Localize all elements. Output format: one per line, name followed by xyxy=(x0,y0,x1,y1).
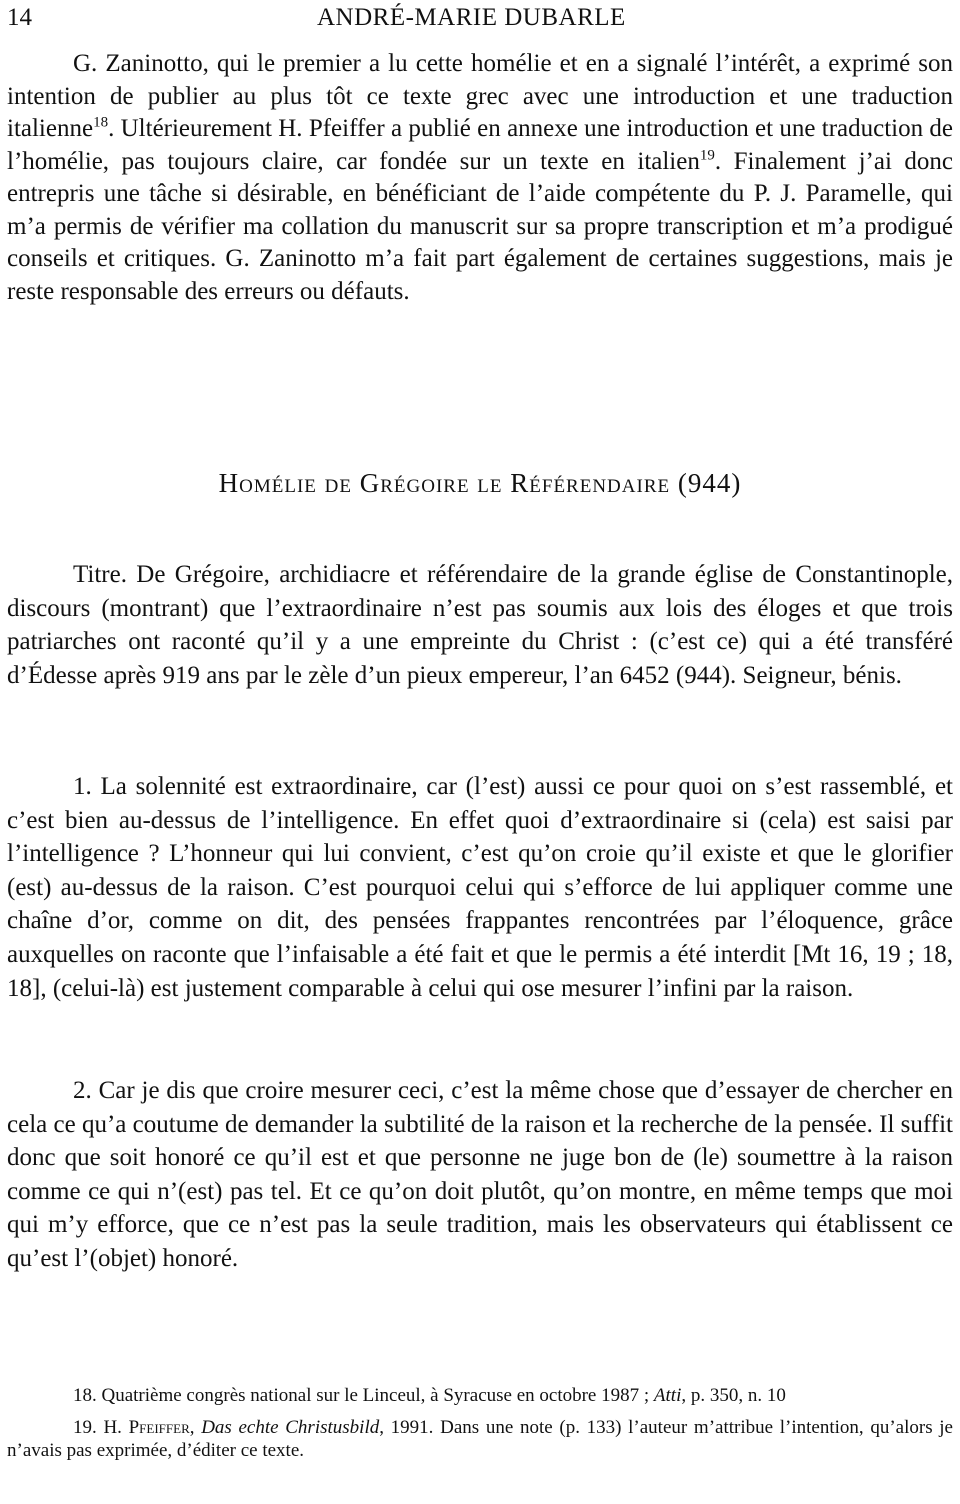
running-title: ANDRÉ-MARIE DUBARLE xyxy=(317,4,626,31)
footnote-18-title: Atti xyxy=(653,1385,682,1406)
footnote-18-text: 18. Quatrième congrès national sur le Linceul, à Syracuse en octobre 1987 ; xyxy=(73,1385,654,1406)
footnote-ref-18: 18 xyxy=(93,114,109,131)
footnote-19-sep: , xyxy=(189,1416,202,1438)
footnote-18-end: , p. 350, n. 10 xyxy=(681,1385,786,1406)
titre-paragraph: Titre. De Grégoire, archidiacre et référendaire de la grande église de Constantinople, discours (montrant) que l’extraordinaire n’est pas soumis aux lois des éloges et que trois patriarches ont raconté qu’il y a une empreinte du Christ : (c’est ce) qui a été transféré d’Édesse après 919 ans par le zèle d’un pieux empereur, l’an 6452 (944). Seigneur, bénis. xyxy=(7,561,953,689)
titre-paragraph-block xyxy=(7,558,953,692)
paragraph-2: 2. Car je dis que croire mesurer ceci, c’est la même chose que d’essayer de chercher en cela ce qu’a coutume de demander la subtilité de la raison et la recherche de la pensée. Il suffit donc que soit honoré ce qu’il est et que personne ne juge bon de (le) soumettre à la raison comme ce qui n’(est) pas tel. Et ce qu’on doit plutôt, qu’on montre, en même temps que moi qui m’y efforce, que ce n’est pas la seule tradition, mais les observateurs qui établissent ce qu’est l’(objet) honoré. xyxy=(7,1077,953,1272)
footnote-19 xyxy=(7,1416,953,1463)
intro-text-2: . Ultérieurement H. Pfeiffer a publié en annexe une introduction et une traduction de l’homélie, pas toujours claire, car fondée sur un texte en italien xyxy=(7,115,953,175)
intro-paragraph-block xyxy=(7,48,953,308)
intro-text-3: . Finalement j’ai donc entrepris une tâche si désirable, en bénéficiant de l’aide compétente du P. J. Paramelle, qui m’a permis de vérifier ma collation du manuscrit sur sa propre transcription et m’a prodigué conseils et critiques. G. Zaninotto m’a fait part également de certaines suggestions, mais je reste responsable des erreurs ou défauts. xyxy=(7,147,954,305)
paragraph-1: 1. La solennité est extraordinaire, car (l’est) aussi ce pour quoi on s’est rassemblé, et c’est bien au-dessus de l’intelligence. En effet quoi d’extraordinaire si (cela) est saisi par l’intelligence ? L’honneur qui lui convient, c’est qu’on croie qu’il existe et que le glorifier (est) au-dessus de la raison. C’est pourquoi celui qui s’efforce de lui appliquer comme une chaîne d’or, comme on dit, des pensées frappantes rencontrées par l’éloquence, grâce auxquelles on raconte que l’infaisable a été fait et que le permis a été interdit [Mt 16, 19 ; 18, 18], (celui-là) est justement comparable à celui qui ose mesurer l’infini par la raison. xyxy=(7,773,953,1002)
paragraph-2-block xyxy=(7,1074,953,1276)
page-header xyxy=(7,2,953,34)
intro-text-1: G. Zaninotto, qui le premier a lu cette homélie et en a signalé l’intérêt, a exprimé son intention de publier au plus tôt ce texte grec avec une introduction et une traduction italienne xyxy=(7,50,953,142)
footnote-19-start: 19. H. xyxy=(73,1416,129,1438)
footnotes xyxy=(7,1384,953,1463)
footnote-ref-19: 19 xyxy=(699,147,715,164)
footnote-19-title: Das echte Christusbild xyxy=(201,1416,380,1438)
footnote-19-author: Pfeiffer xyxy=(128,1416,190,1438)
paragraph-1-block xyxy=(7,770,953,1005)
intro-paragraph xyxy=(7,48,953,308)
section-heading: Homélie de Grégoire le Référendaire (944) xyxy=(218,468,742,498)
footnote-18 xyxy=(7,1384,953,1408)
page-number: 14 xyxy=(7,4,32,31)
footnote-19-end: , 1991. Dans une note (p. 133) l’auteur m’attribue l’intention, qu’alors je n’avais pas exprimée, d’éditer ce texte. xyxy=(7,1416,953,1461)
